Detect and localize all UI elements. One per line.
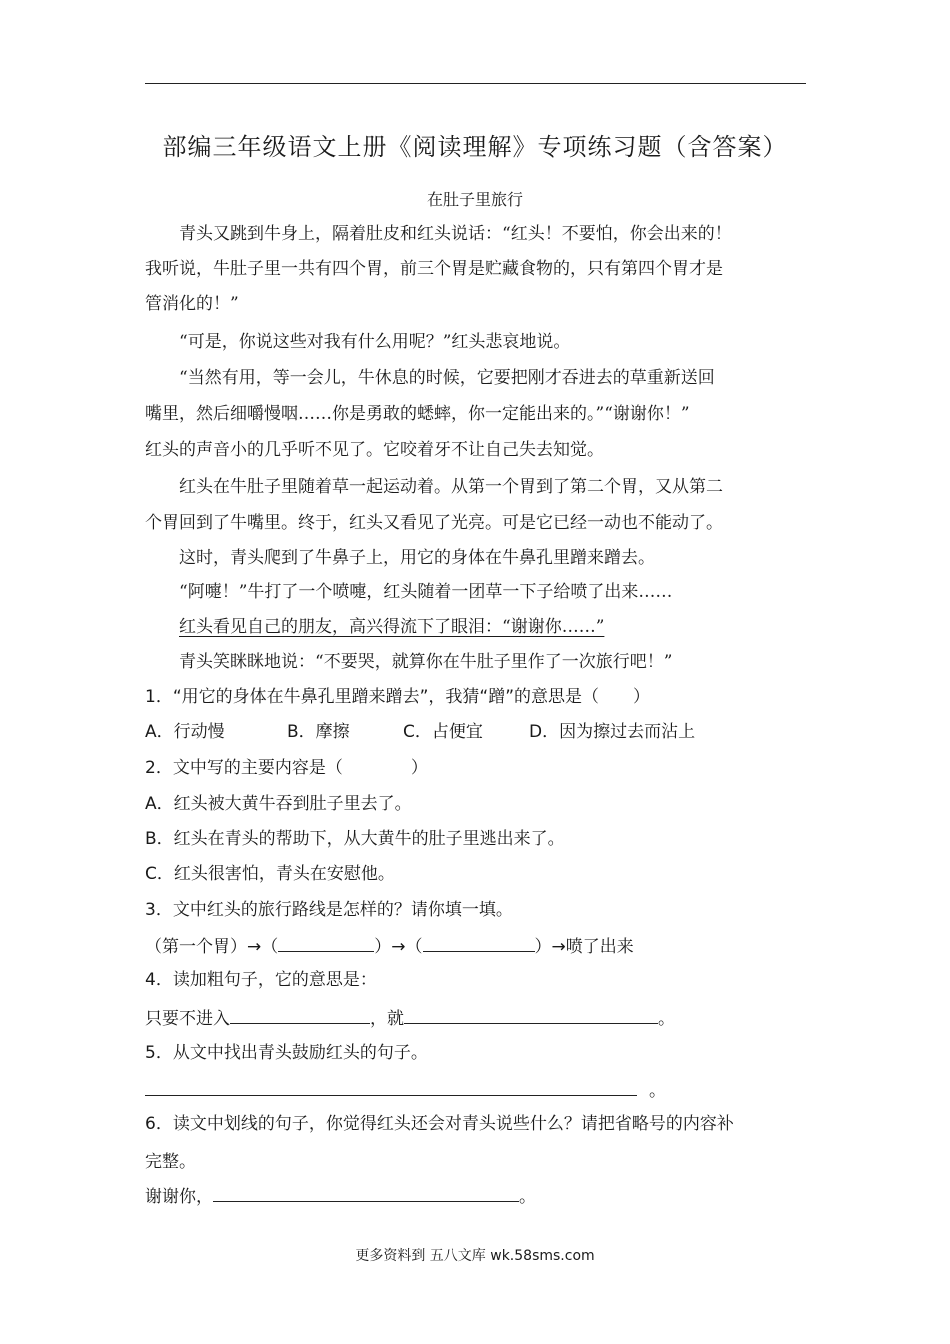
answer-blank[interactable] [145, 1077, 637, 1096]
story-line: 红头的声音小的几乎听不见了。它咬着牙不让自己失去知觉。 [145, 440, 604, 460]
story-line: 嘴里，然后细嚼慢咽……你是勇敢的蟋蟀，你一定能出来的。”“谢谢你！” [145, 404, 690, 424]
footer-link[interactable]: 更多资料到 五八文库 wk.58sms.com [355, 1248, 595, 1264]
question-2: 2．文中写的主要内容是（ ） [145, 758, 428, 778]
option-c[interactable]: C．占便宜 [403, 722, 483, 742]
fill-text: 谢谢你， [145, 1187, 213, 1207]
story-line: 红头在牛肚子里随着草一起运动着。从第一个胃到了第二个胃，又从第二 [179, 477, 723, 497]
route-mid: ）→（ [374, 937, 423, 957]
option-c[interactable]: C．红头很害怕，青头在安慰他。 [145, 864, 395, 884]
option-b[interactable]: B．摩擦 [287, 722, 350, 742]
route-end: ）→喷了出来 [534, 937, 634, 957]
answer-blank[interactable] [423, 933, 535, 952]
question-5: 5．从文中找出青头鼓励红头的句子。 [145, 1043, 428, 1063]
page-title: 部编三年级语文上册《阅读理解》专项练习题（含答案） [162, 133, 788, 161]
meaning-fill-line [145, 1005, 675, 1031]
story-line: 管消化的！” [145, 294, 239, 314]
option-a[interactable]: A．行动慢 [145, 722, 225, 742]
story-title: 在肚子里旅行 [426, 190, 523, 209]
story-line: “可是，你说这些对我有什么用呢？”红头悲哀地说。 [179, 332, 571, 352]
story-line: 青头笑眯眯地说：“不要哭，就算你在牛肚子里作了一次旅行吧！” [179, 652, 673, 672]
story-line: “阿嚏！”牛打了一个喷嚏，红头随着一团草一下子给喷了出来…… [179, 582, 673, 602]
route-start: （第一个胃）→（ [145, 937, 279, 957]
story-line: “当然有用，等一会儿，牛休息的时候，它要把刚才吞进去的草重新送回 [179, 368, 715, 388]
story-line: 青头又跳到牛身上，隔着肚皮和红头说话：“红头！不要怕，你会出来的！ [179, 224, 732, 244]
question-6: 6．读文中划线的句子，你觉得红头还会对青头说些什么？请把省略号的内容补 [145, 1114, 734, 1134]
route-fill-line [145, 933, 634, 959]
answer-blank[interactable] [213, 1183, 519, 1202]
story-line: 我听说，牛肚子里一共有四个胃，前三个胃是贮藏食物的，只有第四个胃才是 [145, 259, 723, 279]
story-line: 这时，青头爬到了牛鼻子上，用它的身体在牛鼻孔里蹭来蹭去。 [179, 548, 655, 568]
answer-blank[interactable] [404, 1005, 658, 1024]
question-6-cont: 完整。 [145, 1152, 196, 1172]
story-line: 个胃回到了牛嘴里。终于，红头又看见了光亮。可是它已经一动也不能动了。 [145, 513, 723, 533]
thanks-fill-line [145, 1183, 536, 1209]
header-rule [145, 83, 806, 84]
underlined-sentence: 红头看见自己的朋友，高兴得流下了眼泪：“谢谢你……” [179, 617, 605, 637]
answer-blank[interactable] [278, 933, 374, 952]
sentence-fill-line [145, 1077, 666, 1103]
option-d[interactable]: D．因为擦过去而沾上 [529, 722, 696, 742]
option-a[interactable]: A．红头被大黄牛吞到肚子里去了。 [145, 794, 412, 814]
question-1: 1．“用它的身体在牛鼻孔里蹭来蹭去”，我猜“蹭”的意思是（ ） [145, 687, 651, 707]
question-1-options [145, 720, 695, 744]
fill-text: ，就 [370, 1009, 404, 1029]
fill-text: 只要不进入 [145, 1009, 230, 1029]
fill-text: 。 [649, 1081, 666, 1101]
fill-text: 。 [519, 1187, 536, 1207]
question-3: 3．文中红头的旅行路线是怎样的？请你填一填。 [145, 900, 513, 920]
question-4: 4．读加粗句子，它的意思是： [145, 970, 377, 990]
answer-blank[interactable] [230, 1005, 370, 1024]
fill-text: 。 [658, 1009, 675, 1029]
option-b[interactable]: B．红头在青头的帮助下，从大黄牛的肚子里逃出来了。 [145, 829, 565, 849]
